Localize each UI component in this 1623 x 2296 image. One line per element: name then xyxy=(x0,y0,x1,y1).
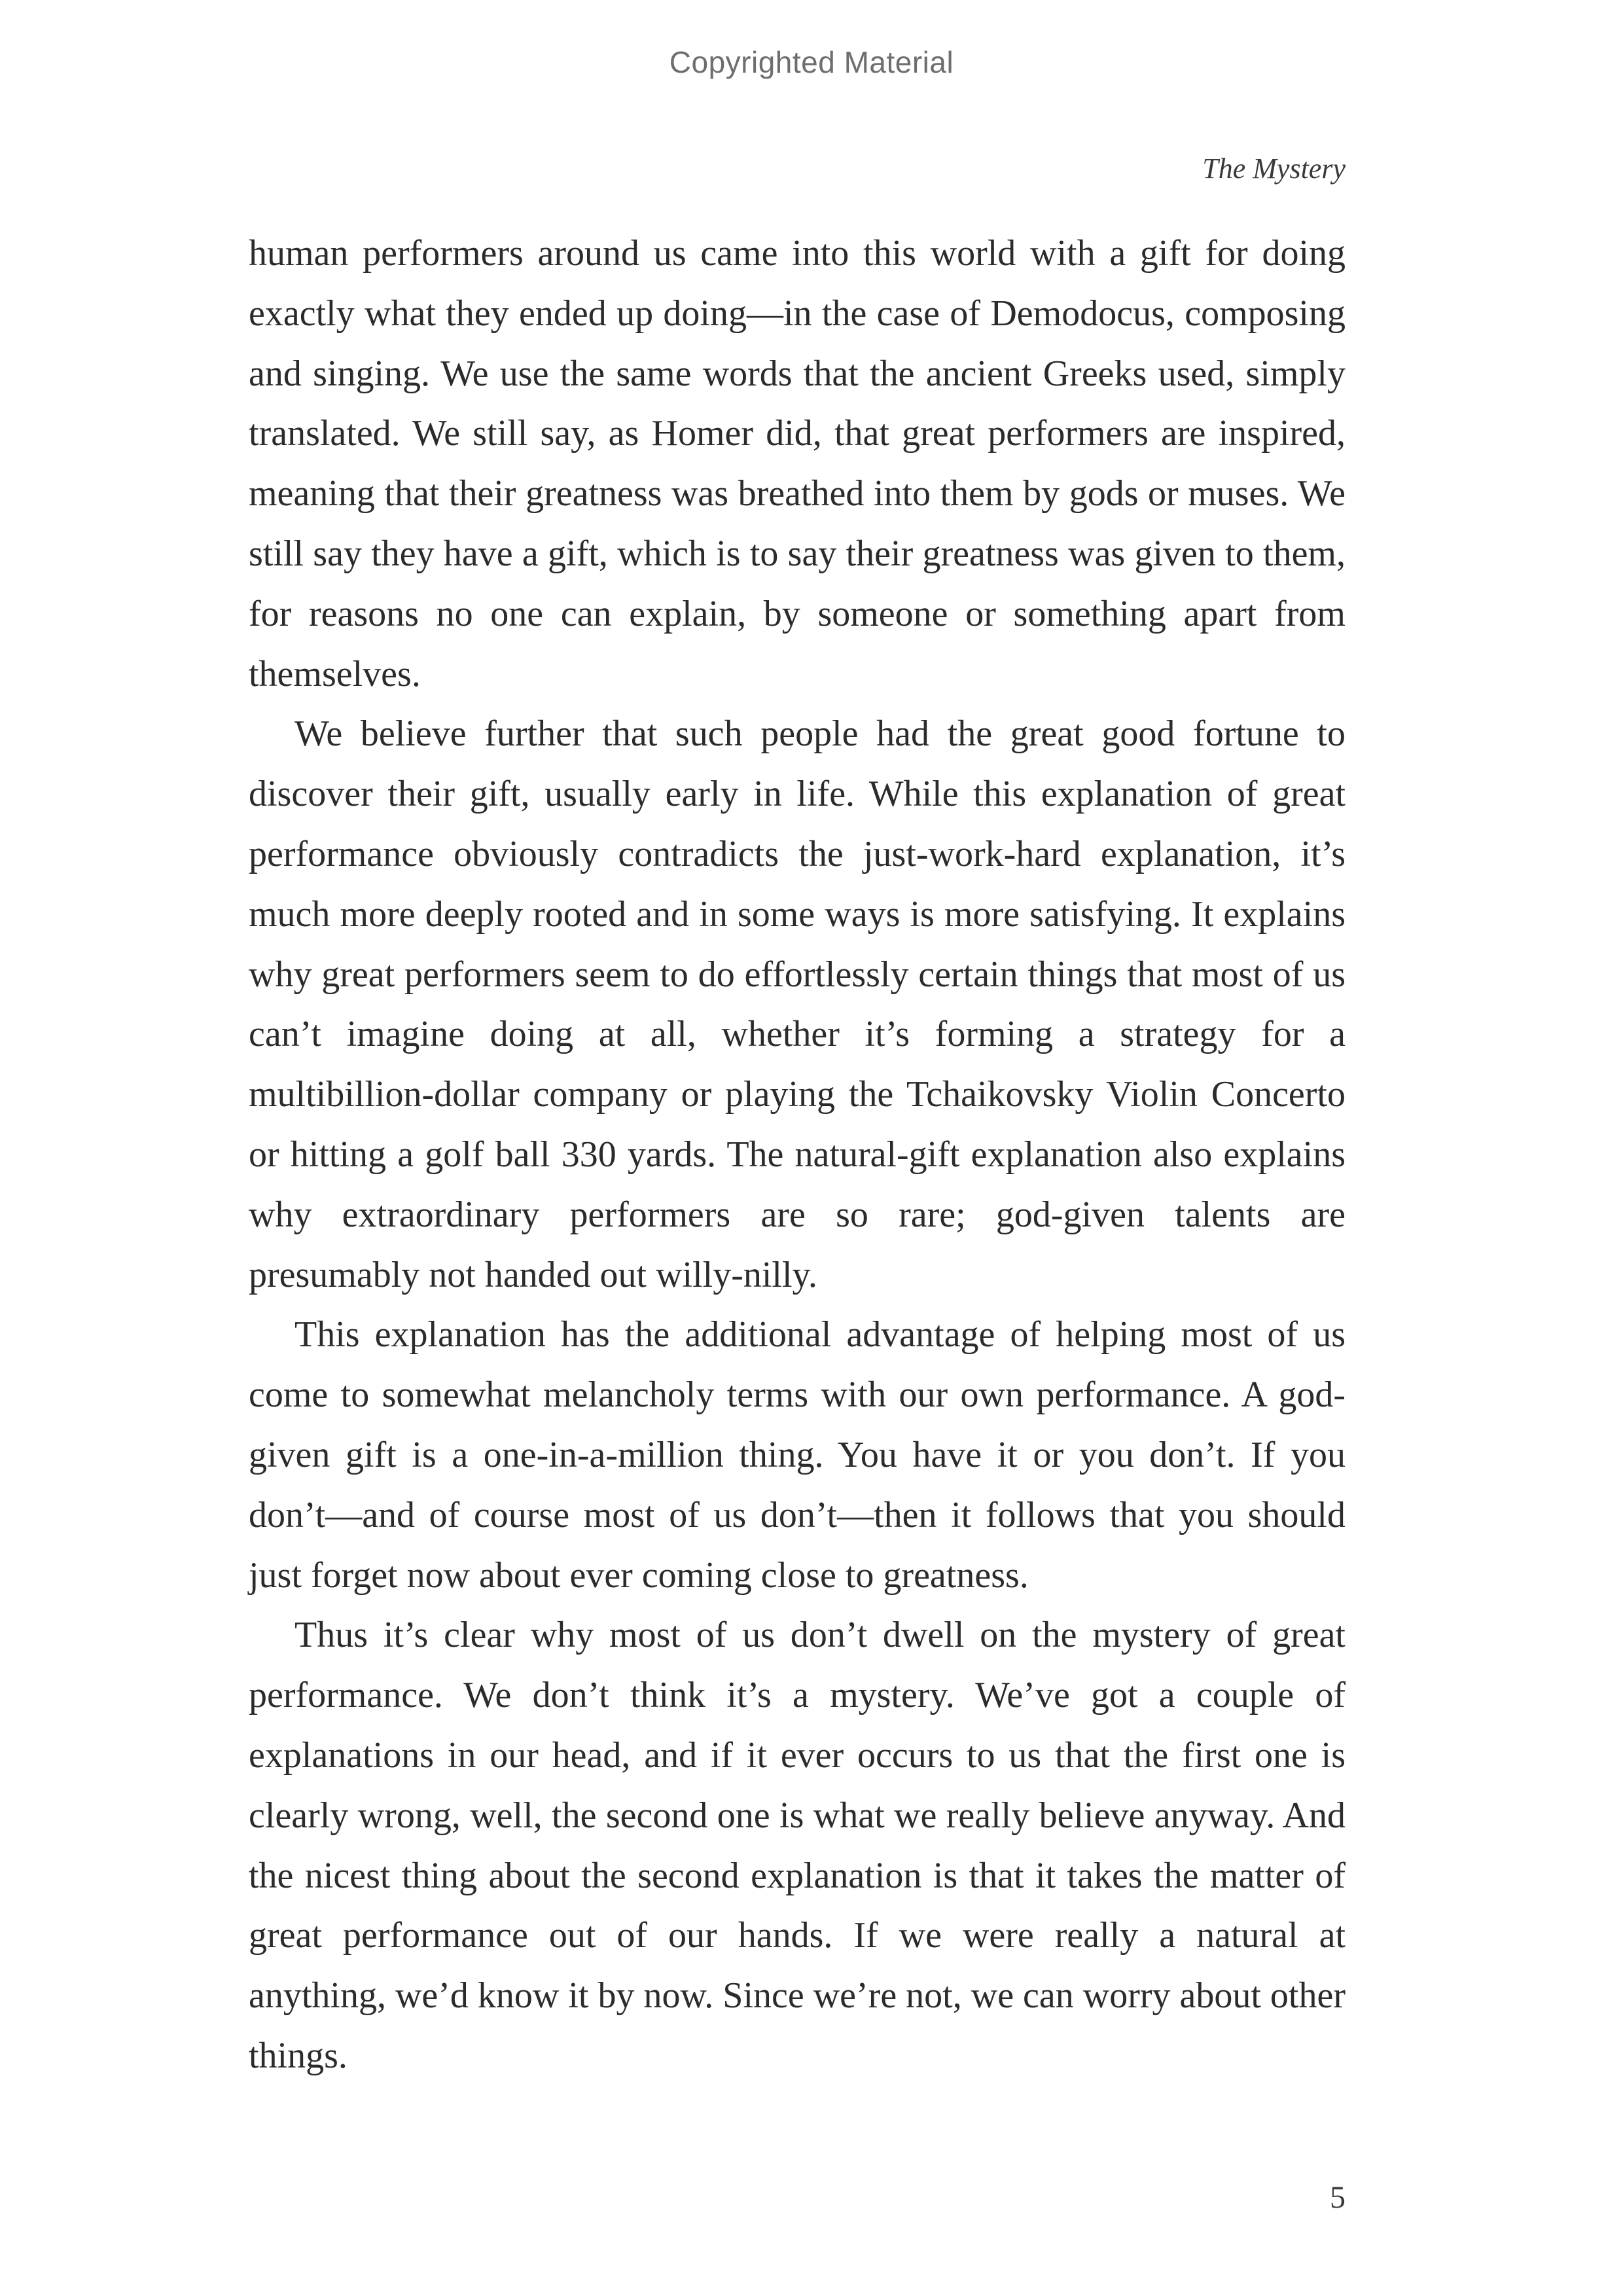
page-number: 5 xyxy=(1330,2180,1346,2215)
page-body xyxy=(249,224,1346,2087)
paragraph-4: Thus it’s clear why most of us don’t dwell on the mystery of great performance. We don’t think it’s a mystery. We’ve got a couple of explanations in our head, and if it ever occurs to us that the first one is clearly wrong, well, the second one is what we really believe anyway. And the nicest thing about the second explanation is that it takes the matter of great performance out of our hands. If we were really a natural at anything, we’d know it by now. Since we’re not, we can worry about other things. xyxy=(249,1615,1346,2076)
paragraph-1: human performers around us came into this world with a gift for doing exactly what they ended up doing—in the case of Demodocus, composing and singing. We use the same words that the ancient Greeks used, simply translated. We still say, as Homer did, that great performers are inspired, meaning that their greatness was breathed into them by gods or muses. We still say they have a gift, which is to say their greatness was given to them, for reasons no one can explain, by someone or something apart from themselves. xyxy=(249,233,1346,694)
running-head: The Mystery xyxy=(1202,152,1346,185)
copyright-watermark: Copyrighted Material xyxy=(669,45,954,79)
paragraph-3: This explanation has the additional advantage of helping most of us come to somewhat melancholy terms with our own performance. A god-given gift is a one-in-a-million thing. You have it or you don’t. If you don’t—and of course most of us don’t—then it follows that you should just forget now about ever coming close to greatness. xyxy=(249,1314,1346,1596)
paragraph-2: We believe further that such people had the great good fortune to discover their gift, usually early in life. While this explanation of great performance obviously contradicts the just-work-hard explanation, it’s much more deeply rooted and in some ways is more satisfying. It explains why great performers seem to do effortlessly certain things that most of us can’t imagine doing at all, whether it’s forming a strategy for a multibillion-dollar company or playing the Tchaikovsky Violin Concerto or hitting a golf ball 330 yards. The natural-gift explanation also explains why extraordinary performers are so rare; god-given talents are presumably not handed out willy-nilly. xyxy=(249,713,1346,1295)
